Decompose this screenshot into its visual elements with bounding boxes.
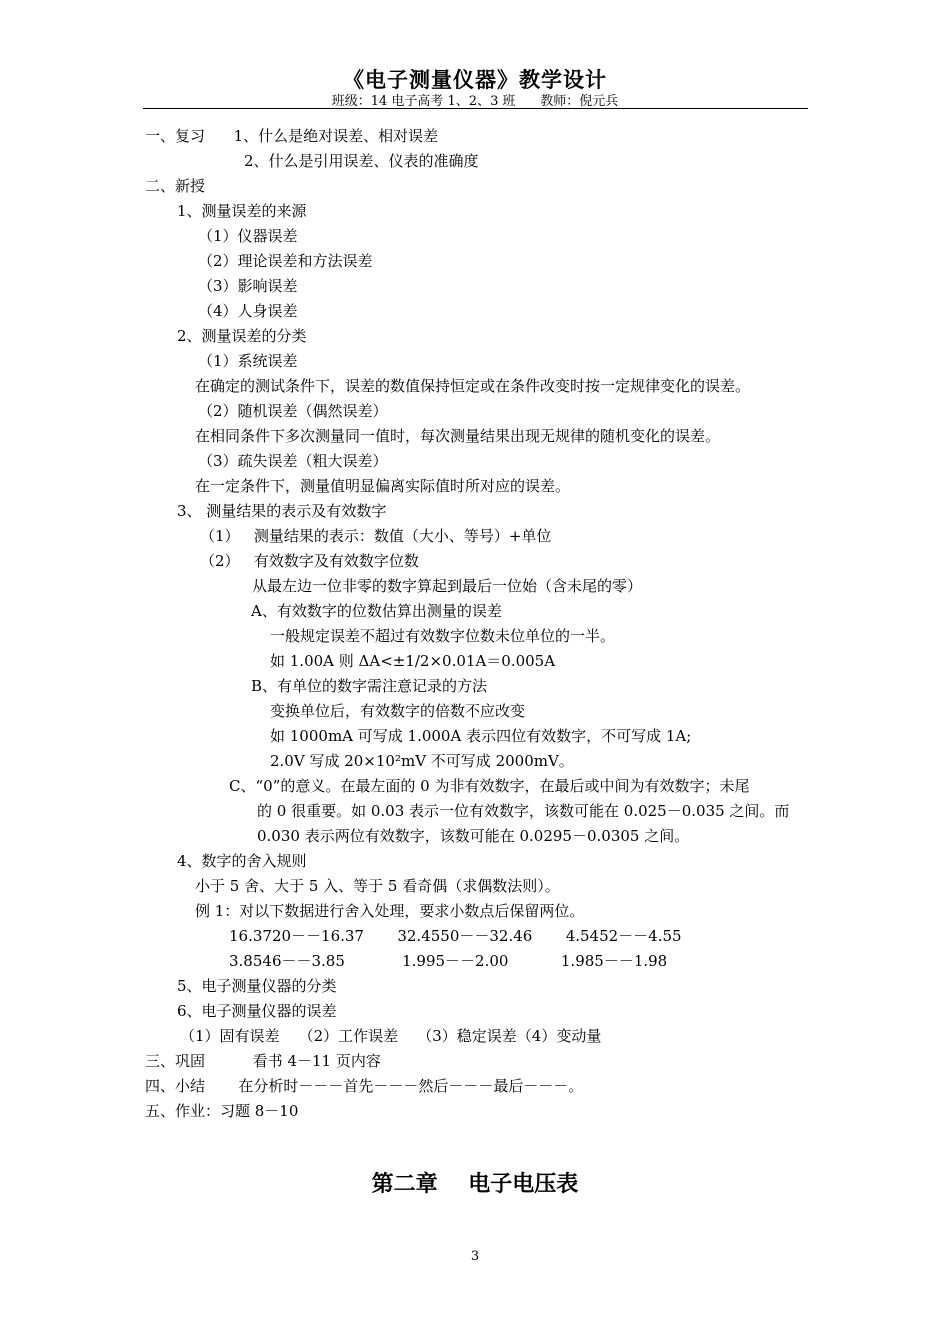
- sub-point-b: B、有单位的数字需注意记录的方法: [251, 677, 488, 695]
- list-item: （1）固有误差 （2）工作误差 （3）稳定误差（4）变动量: [180, 1027, 602, 1045]
- list-item: （1）系统误差: [198, 352, 298, 370]
- body-text: 0.030 表示两位有效数字，该数可能在 0.0295－0.0305 之间。: [257, 827, 690, 845]
- page-number: 3: [470, 1249, 480, 1264]
- page-subtitle: 班级：14 电子高考 1、2、3 班 教师：倪元兵: [331, 94, 619, 109]
- section-consolidation: 三、巩固 看书 4－11 页内容: [145, 1052, 381, 1070]
- list-item: （1） 测量结果的表示：数值（大小、等号）+单位: [200, 527, 552, 545]
- body-text: 从最左边一位非零的数字算起到最后一位始（含未尾的零）: [252, 577, 643, 595]
- review-line-2: 2、什么是引用误差、仪表的准确度: [244, 152, 479, 170]
- section-homework: 五、作业：习题 8－10: [145, 1102, 299, 1120]
- list-item: （3）疏失误差（粗大误差）: [198, 452, 388, 470]
- topic-significant-figures: 3、 测量结果的表示及有效数字: [177, 502, 387, 520]
- sub-point-c: C、“0”的意义。在最左面的 0 为非有效数字，在最后或中间为有效数字；未尾: [229, 777, 750, 795]
- section-summary: 四、小结 在分析时－－－首先－－－然后－－－最后－－－。: [145, 1077, 584, 1095]
- example-text: 2.0V 写成 20×10²mV 不可写成 2000mV。: [270, 752, 574, 770]
- topic-error-classification: 2、测量误差的分类: [177, 327, 307, 345]
- page-title: 《电子测量仪器》教学设计: [343, 67, 607, 92]
- example-text: 如 1000mA 可写成 1.000A 表示四位有效数字，不可写成 1A;: [270, 727, 692, 745]
- topic-instrument-errors: 6、电子测量仪器的误差: [177, 1002, 337, 1020]
- list-item: （4）人身误差: [198, 302, 298, 320]
- definition-text: 在一定条件下，测量值明显偏离实际值时所对应的误差。: [195, 477, 571, 495]
- section-new-lesson: 二、新授: [145, 177, 206, 195]
- list-item: （2）理论误差和方法误差: [198, 252, 373, 270]
- example-text: 例 1：对以下数据进行舍入处理，要求小数点后保留两位。: [195, 902, 585, 920]
- rounding-examples-row: 3.8546－－3.85 1.995－－2.00 1.985－－1.98: [229, 952, 668, 970]
- example-text: 如 1.00A 则 ΔA<±1/2×0.01A＝0.005A: [270, 652, 556, 670]
- header-divider: [143, 108, 808, 109]
- definition-text: 在确定的测试条件下，误差的数值保持恒定或在条件改变时按一定规律变化的误差。: [195, 377, 751, 395]
- rounding-examples-row: 16.3720－－16.37 32.4550－－32.46 4.5452－－4.55: [229, 927, 682, 945]
- definition-text: 在相同条件下多次测量同一值时，每次测量结果出现无规律的随机变化的误差。: [195, 427, 721, 445]
- list-item: （2）随机误差（偶然误差）: [198, 402, 388, 420]
- topic-error-sources: 1、测量误差的来源: [177, 202, 307, 220]
- review-line-1: 一、复习 1、什么是绝对误差、相对误差: [145, 127, 439, 145]
- body-text: 的 0 很重要。如 0.03 表示一位有效数字，该数可能在 0.025－0.035 之间。而: [257, 802, 790, 820]
- list-item: （2） 有效数字及有效数字位数: [200, 552, 419, 570]
- list-item: （3）影响误差: [198, 277, 298, 295]
- topic-rounding-rules: 4、数字的舍入规则: [177, 852, 307, 870]
- body-text: 小于 5 舍、大于 5 入、等于 5 看奇偶（求偶数法则）。: [195, 877, 560, 895]
- list-item: （1）仪器误差: [198, 227, 298, 245]
- topic-instrument-classification: 5、电子测量仪器的分类: [177, 977, 337, 995]
- body-text: 变换单位后，有效数字的倍数不应改变: [270, 702, 526, 720]
- chapter-heading: 第二章 电子电压表: [371, 1171, 579, 1197]
- body-text: 一般规定误差不超过有效数字位数未位单位的一半。: [270, 627, 616, 645]
- sub-point-a: A、有效数字的位数估算出测量的误差: [251, 602, 502, 620]
